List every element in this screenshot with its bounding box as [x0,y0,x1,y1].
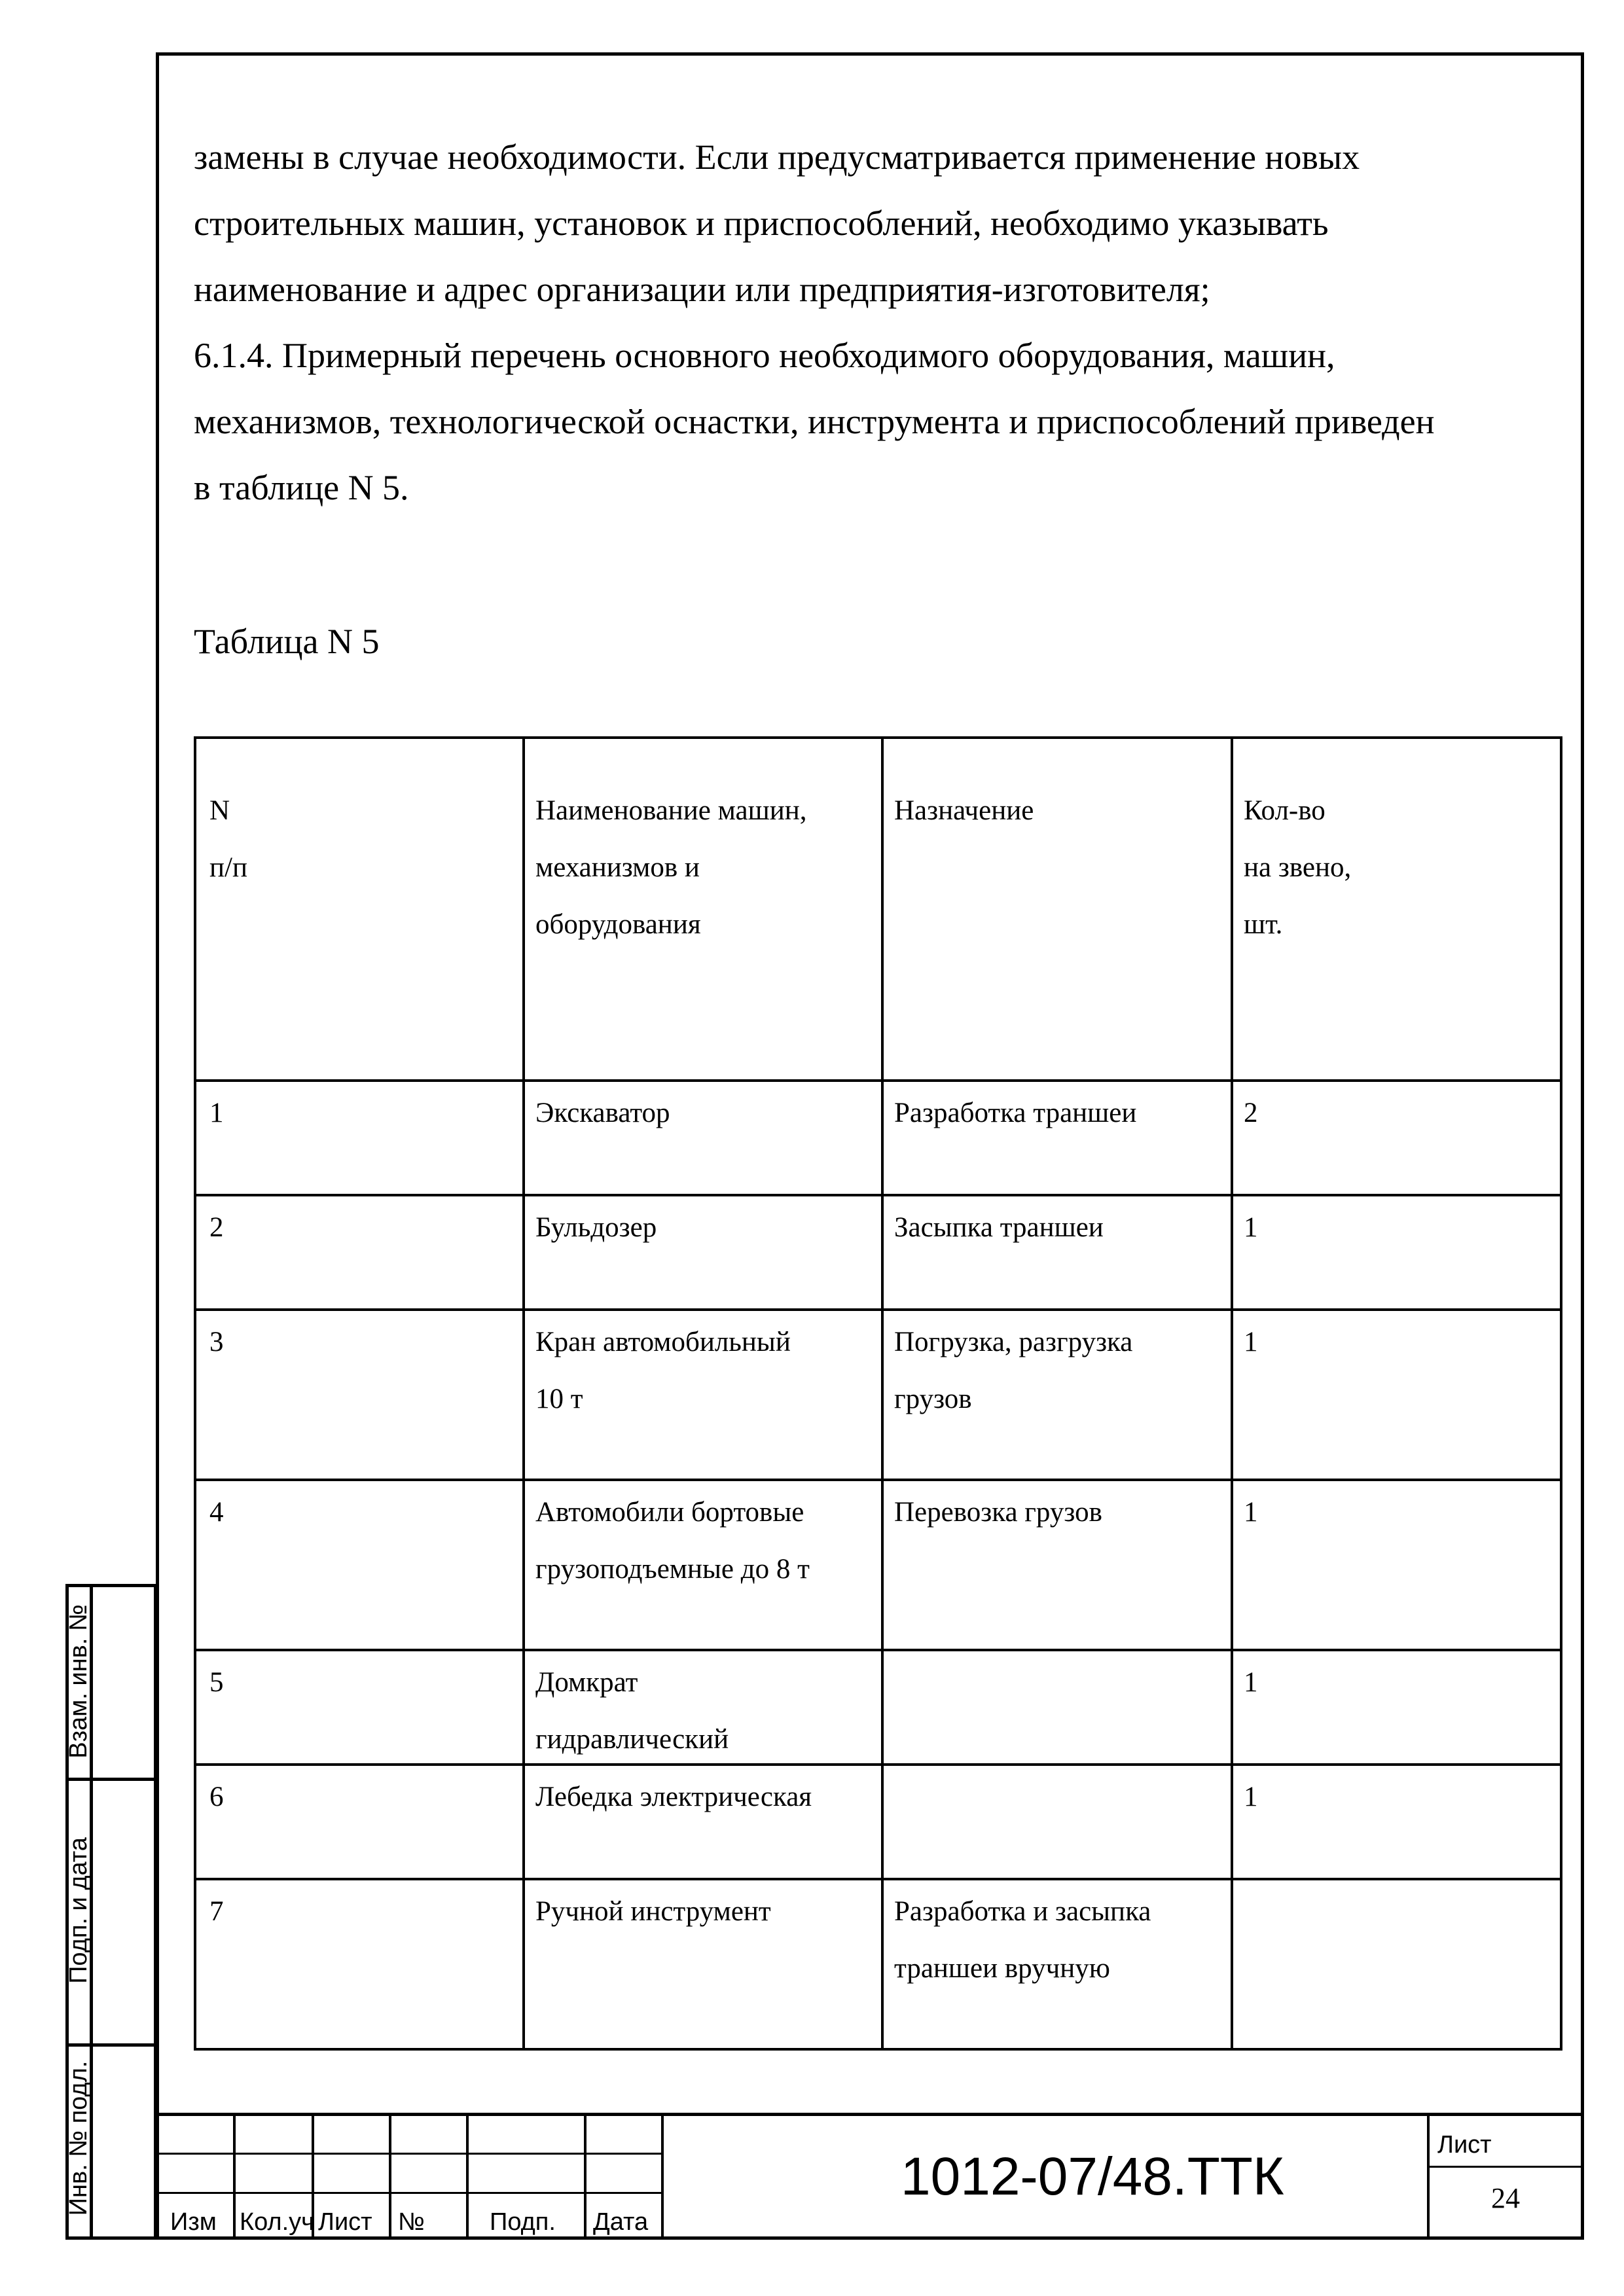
table-row-divider [196,1878,1560,1880]
stamp-label-replacement-inv: Взам. инв. № [65,1604,92,1759]
cell-number [209,1314,224,1371]
cell-purpose [894,1314,1132,1427]
cell-number [209,1085,224,1141]
paragraph-line: механизмов, технологической оснастки, инструмента и приспособлений приведен [194,402,1435,441]
cell-number [209,1199,224,1256]
table-row-divider [196,1079,1560,1082]
cell-line: 6 [209,1782,224,1812]
title-block-divider [584,2116,586,2240]
cell-line: 5 [209,1667,224,1698]
sheet-number: 24 [1491,2182,1520,2214]
stamp-label-original-inv: Инв. № подл. [65,2060,92,2216]
cell-line: Засыпка траншеи [894,1212,1104,1243]
table-row-divider [196,1308,1560,1311]
cell-line: Ручной инструмент [535,1896,771,1927]
cell-line: на звено, [1244,852,1352,883]
cell-line: 2 [1244,1098,1258,1128]
title-block-divider [389,2116,391,2240]
cell-name [535,1314,791,1427]
cell-quantity [1244,1768,1258,1825]
cell-line: Домкрат [535,1667,638,1698]
cell-line: 1 [1244,1782,1258,1812]
cell-line: 4 [209,1497,224,1528]
table-row-divider [196,1763,1560,1766]
title-block-divider [1427,2166,1584,2168]
paragraph-line: в таблице N 5. [194,468,409,507]
table-row-divider [196,1479,1560,1481]
paragraph-line: замены в случае необходимости. Если предусматривается применение новых [194,137,1360,177]
cell-line: 1 [1244,1212,1258,1243]
cell-line: грузоподъемные до 8 т [535,1554,810,1585]
header-cell-number [209,782,247,896]
cell-line: Автомобили бортовые [535,1497,804,1528]
cell-line: грузов [894,1384,972,1414]
label-count: Кол.уч [240,2208,314,2236]
cell-line: Погрузка, разгрузка [894,1327,1133,1357]
label-signature: Подп. [490,2208,556,2236]
header-cell-quantity [1244,782,1351,953]
label-number: № [398,2208,425,2236]
cell-line: Кол-во [1244,795,1326,826]
paragraph-line: строительных машин, установок и приспособлений, необходимо указывать [194,204,1329,243]
cell-number [209,1768,224,1825]
cell-purpose [894,1883,1151,1997]
stamp-label-signature-date: Подп. и дата [65,1837,92,1984]
cell-quantity [1244,1085,1258,1141]
cell-line: Разработка траншеи [894,1098,1137,1128]
cell-purpose [894,1085,1136,1141]
cell-number [209,1654,224,1711]
cell-line: гидравлический [535,1724,729,1755]
cell-name [535,1883,771,1940]
table-column-divider [881,739,884,2048]
title-block-divider [233,2116,236,2240]
side-stamp [65,1584,157,2240]
body-paragraph [194,124,1568,521]
table-caption: Таблица N 5 [194,622,380,661]
header-cell-name [535,782,807,953]
title-block-divider [466,2116,469,2240]
stamp-divider [69,1778,154,1781]
cell-line: Кран автомобильный [535,1327,791,1357]
title-block-divider [1427,2116,1430,2240]
cell-line: шт. [1244,909,1283,940]
cell-line: Назначение [894,795,1034,826]
cell-number [209,1883,224,1940]
table-column-divider [522,739,525,2048]
cell-line: Экскаватор [535,1098,670,1128]
cell-line: Бульдозер [535,1212,657,1243]
cell-name [535,1484,810,1598]
equipment-table [194,736,1562,2051]
cell-quantity [1244,1314,1258,1371]
cell-line: Разработка и засыпка [894,1896,1151,1927]
title-block-divider [156,2153,661,2155]
cell-line: 3 [209,1327,224,1357]
title-block [156,2113,1584,2240]
cell-line: 10 т [535,1384,583,1414]
label-change: Изм [170,2208,217,2236]
title-block-divider [156,2192,661,2194]
cell-name [535,1654,729,1768]
cell-line: 1 [1244,1327,1258,1357]
cell-line: 1 [1244,1497,1258,1528]
cell-line: 1 [209,1098,224,1128]
cell-line: N [209,795,230,826]
cell-purpose [894,1484,1102,1541]
cell-line: механизмов и [535,852,700,883]
label-date: Дата [593,2208,649,2236]
cell-name [535,1085,670,1141]
cell-line: траншеи вручную [894,1953,1110,1984]
table-row-divider [196,1194,1560,1196]
cell-line: п/п [209,852,247,883]
cell-quantity [1244,1654,1258,1711]
title-block-divider [661,2116,664,2240]
cell-line: оборудования [535,909,701,940]
paragraph-line: 6.1.4. Примерный перечень основного необходимого оборудования, машин, [194,336,1335,375]
paragraph-line: наименование и адрес организации или предприятия-изготовителя; [194,270,1210,309]
document-code: 1012-07/48.ТТК [901,2147,1284,2206]
cell-name [535,1199,657,1256]
header-cell-purpose [894,782,1034,839]
sheet-label: Лист [1437,2131,1492,2159]
cell-line: Лебедка электрическая [535,1782,812,1812]
cell-quantity [1244,1199,1258,1256]
cell-purpose [894,1199,1104,1256]
cell-line: 7 [209,1896,224,1927]
cell-quantity [1244,1484,1258,1541]
cell-line: Наименование машин, [535,795,807,826]
table-column-divider [1231,739,1233,2048]
label-sheet: Лист [318,2208,372,2236]
table-row-divider [196,1649,1560,1651]
cell-line: 1 [1244,1667,1258,1698]
cell-line: Перевозка грузов [894,1497,1102,1528]
cell-name [535,1768,812,1825]
cell-number [209,1484,224,1541]
cell-line: 2 [209,1212,224,1243]
